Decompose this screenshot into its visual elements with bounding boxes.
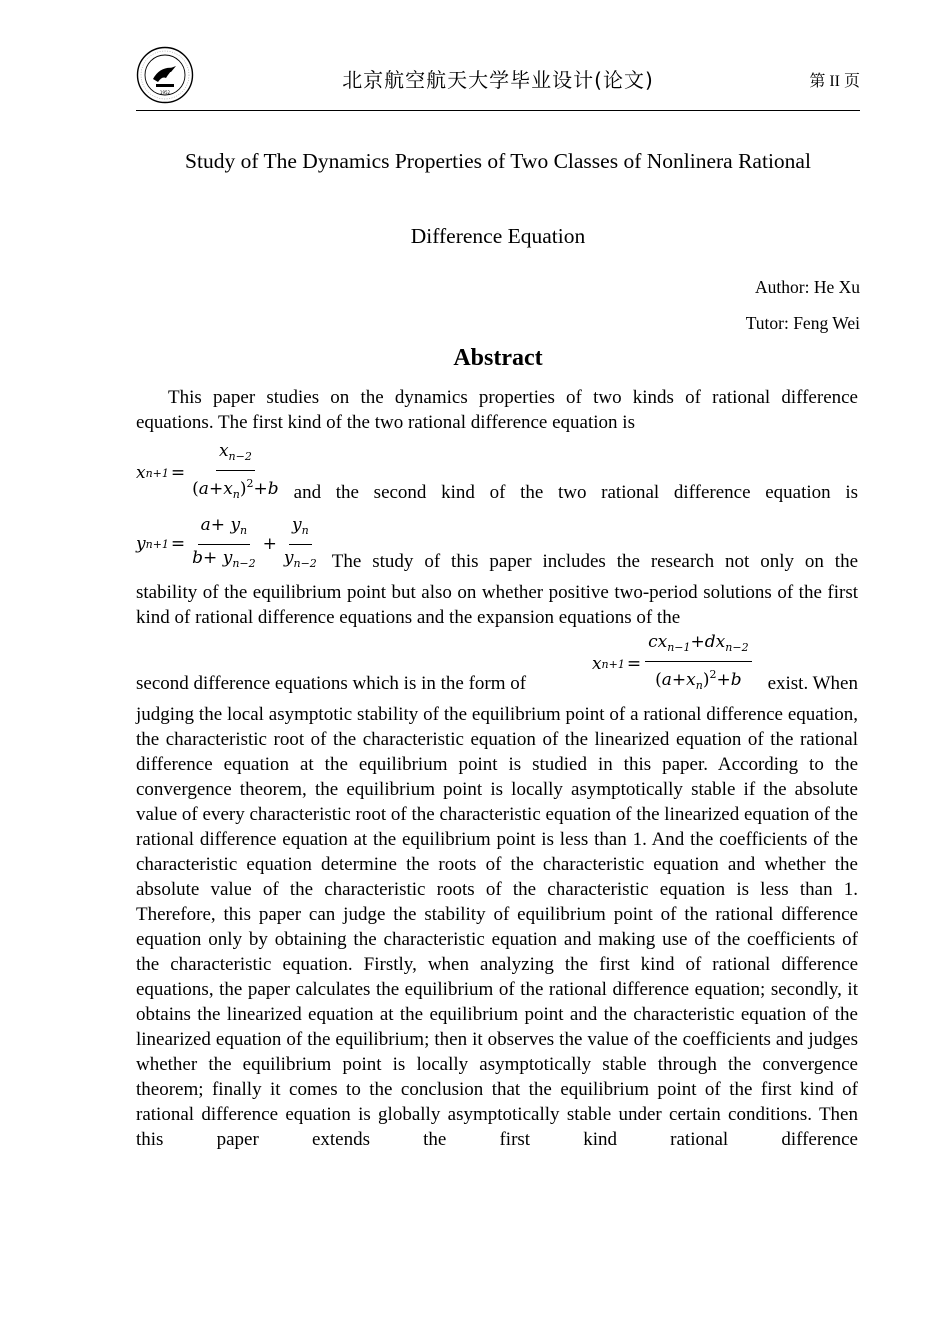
abstract-rest: judging the local asymptotic stability of the equilibrium point of a rational difference equation, the characteristic root of the characteristic equation of the linearized equation of the rational difference equation at the equilibrium point is studied in this paper. According to the convergence theorem, the equilibrium point is locally asymptotically stable if the absolute value of every characteristic root of the characteristic equation of the linearized equation of the rational difference equation at the equilibrium point is less than 1. And the coefficients of the characteristic equation determine the roots of the characteristic equation and whether the absolute value of the characteristic roots of the characteristic equation is less than 1. Therefore, this paper can judge the stability of equilibrium point of the rational difference equation only by obtaining the characteristic equation and making use of the coefficients of the characteristic equation. Firstly, when analyzing the first kind of rational difference equations, the paper calculates the equilibrium of the rational difference equation; secondly, it obtains the linearized equation at the equilibrium point and the characteristic equation of the linearized equation of the equilibrium; then it observes the value of the coefficients and judges whether the equilibrium point is locally asymptotically stable through the convergence theorem; finally it comes to the conclusion that the equilibrium point of the first kind of rational difference equation is globally asymptotically stable under certain conditions. Then this paper extends the first kind rational difference xyxy=(136,704,858,1150)
equation-1: x n+1 = $\frac{x_{n-2}}{(a+x_n)^2+b}$ xyxy=(136,441,279,501)
page-number: 第 II 页 xyxy=(809,73,860,90)
equation-line-1 xyxy=(136,439,858,507)
equation-2: y n+1 = $\frac{a+ y_n}{b+ y_{n-2}}$ + $\frac{y_n}{y_{n-2}}$ xyxy=(136,515,317,570)
abstract-body xyxy=(136,385,858,1152)
text-after-equation-3: exist. When xyxy=(767,673,858,694)
svg-text:1952: 1952 xyxy=(159,90,171,95)
university-title: 北京航空航天大学毕业设计(论文) xyxy=(342,68,654,92)
paper-title-line-2: Difference Equation xyxy=(410,224,586,248)
text-after-equation-2: The study of this paper includes the research not only on the xyxy=(331,551,858,572)
page-header xyxy=(136,40,860,111)
abstract-heading: Abstract xyxy=(453,345,543,371)
author-line: Author: He Xu xyxy=(755,277,860,297)
equation-line-2 xyxy=(136,513,858,576)
tutor-line: Tutor: Feng Wei xyxy=(745,313,860,333)
equation-line-3 xyxy=(136,630,858,698)
abstract-middle: stability of the equilibrium point but also on whether positive two-period solutions of the first kind of rational difference equations and the expansion equations of the xyxy=(136,582,858,628)
paper-title-line-1: Study of The Dynamics Properties of Two Classes of Nonlinera Rational xyxy=(185,149,811,173)
equation-3: x n+1 = $\frac{cx_{n-1}+dx_{n-2}}{(a+x_n)^2+b}$ xyxy=(592,630,754,698)
text-after-equation-1: and the second kind of the two rational difference equation is xyxy=(293,482,858,503)
text-before-equation-3: second difference equations which is in the form of xyxy=(136,673,527,694)
abstract-intro: This paper studies on the dynamics properties of two kinds of rational difference equations. The first kind of the two rational difference equation is xyxy=(136,387,858,433)
